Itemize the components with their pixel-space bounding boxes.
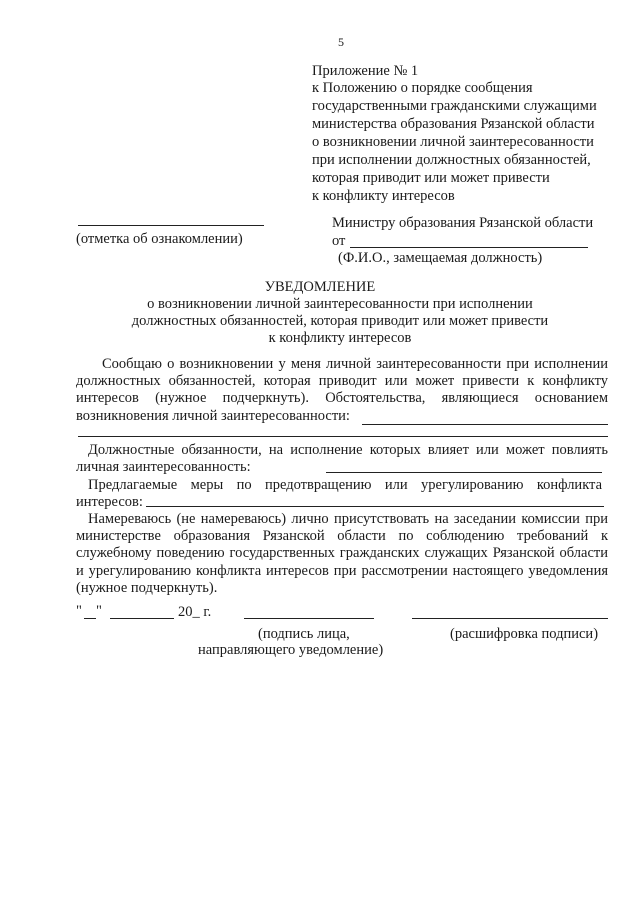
notice-subtitle: о возникновении личной заинтересованности при исполнении [147, 296, 533, 312]
date-close-quote: " [96, 603, 102, 619]
signature-caption-2: направляющего уведомление) [198, 642, 384, 658]
date-open-quote: " [76, 603, 82, 619]
familiarization-caption: (отметка об ознакомлении) [76, 231, 243, 247]
measures-line[interactable] [146, 506, 604, 507]
signature-line[interactable] [244, 618, 374, 619]
date-year: 20_ г. [178, 604, 212, 620]
appendix-line: к Положению о порядке сообщения [312, 80, 533, 96]
appendix-line: о возникновении личной заинтересованности [312, 134, 594, 150]
duties-line[interactable] [326, 472, 602, 473]
addressee-from-label: от [332, 233, 346, 249]
notice-subtitle: к конфликту интересов [268, 330, 412, 346]
paragraph-measures: Предлагаемые меры по предотвращению или урегулированию конфликта интересов: [76, 477, 602, 511]
date-day-line[interactable] [84, 618, 96, 619]
appendix-line: при исполнении должностных обязанностей, [312, 152, 591, 168]
page-number: 5 [338, 35, 344, 49]
addressee-from-line[interactable] [350, 247, 588, 248]
date-month-line[interactable] [110, 618, 174, 619]
decode-caption: (расшифровка подписи) [450, 626, 599, 642]
familiarization-line[interactable] [78, 225, 264, 226]
paragraph-intention: Намереваюсь (не намереваюсь) лично присутствовать на заседании комиссии при министерстве образования Рязанской области по соблюдению требований к служебному поведению государственных гражданских служащих Рязанской области и урегулированию конфликта интересов при рассмотрении настоящего уведомления (нужное подчеркнуть). [76, 511, 608, 596]
paragraph-duties: Должностные обязанности, на исполнение которых влияет или может повлиять личная заинтересованность: [76, 442, 608, 476]
paragraph-circumstances: Сообщаю о возникновении у меня личной заинтересованности при исполнении должностных обязанностей, которая приводит или может привести к конфликту интересов (нужное подчеркнуть). Обстоятельства, являющиеся основанием возникновения личной заинтересованности: [76, 356, 608, 424]
appendix-line: министерства образования Рязанской области [312, 116, 595, 132]
decode-line[interactable] [412, 618, 608, 619]
appendix-title: Приложение № 1 [312, 63, 419, 79]
appendix-line: к конфликту интересов [312, 188, 455, 204]
appendix-line: которая приводит или может привести [312, 170, 550, 186]
notice-title: УВЕДОМЛЕНИЕ [264, 279, 376, 295]
appendix-line: государственными гражданскими служащими [312, 98, 597, 114]
circumstances-line[interactable] [362, 424, 608, 425]
circumstances-line-2[interactable] [78, 436, 608, 437]
addressee-caption: (Ф.И.О., замещаемая должность) [338, 250, 543, 266]
notice-subtitle: должностных обязанностей, которая приводит или может привести [131, 313, 549, 329]
addressee-to: Министру образования Рязанской области [332, 215, 594, 231]
signature-caption: (подпись лица, [258, 626, 350, 642]
